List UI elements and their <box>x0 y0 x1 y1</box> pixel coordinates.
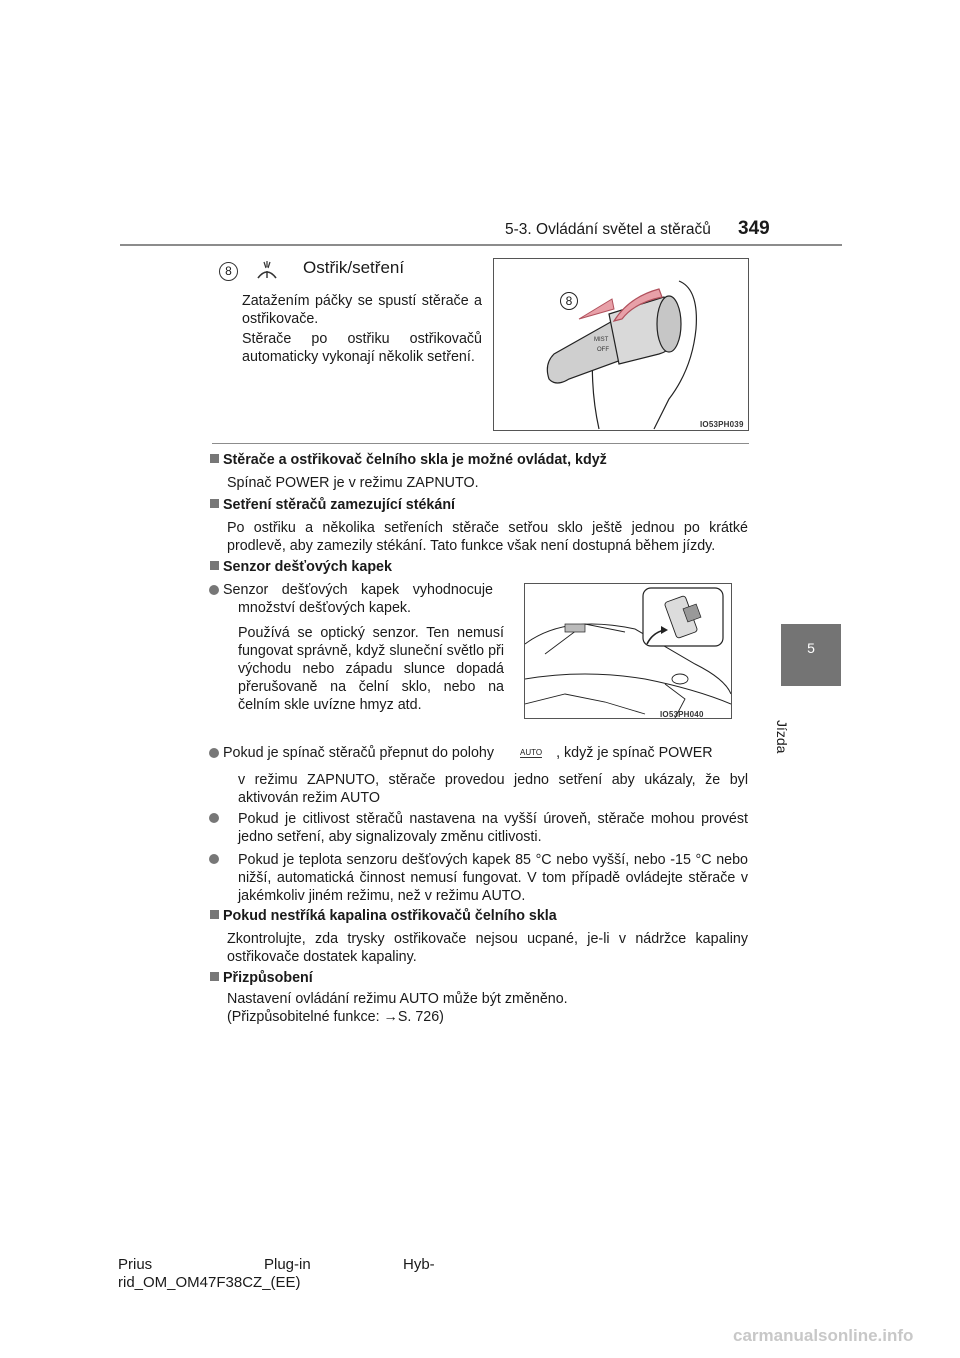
square-bullet-icon <box>210 972 219 981</box>
bullet-item <box>209 582 493 598</box>
heading-text: Přizpůsobení <box>223 970 313 986</box>
lever-illustration <box>493 258 749 431</box>
bullet-text: Senzor dešťových kapek vyhodnocuje <box>223 582 493 598</box>
section-heading <box>210 908 557 924</box>
footer-word: Prius <box>118 1256 153 1273</box>
section-heading <box>210 452 607 468</box>
section-heading <box>210 970 313 986</box>
round-bullet-icon <box>209 813 219 823</box>
section-text: Spínač POWER je v režimu ZAPNUTO. <box>227 475 479 491</box>
round-bullet-icon <box>209 585 219 595</box>
figure-badge: 8 <box>560 292 578 310</box>
footer-line-2: rid_OM_OM47F38CZ_(EE) <box>118 1274 301 1291</box>
bullet-paragraph: Používá se optický senzor. Ten nemusí fungovat správně, když sluneční světlo při východu nebo západu slunce dopadá přerušovaně na čelní sklo, nebo na čelním skle uvízne hmyz atd. <box>238 625 504 713</box>
bullet-item <box>209 851 223 867</box>
section-title: 5-3. Ovládání světel a stěračů <box>505 221 711 238</box>
washer-spray-icon <box>255 258 279 282</box>
watermark[interactable]: carmanualsonline.info <box>733 1326 914 1345</box>
svg-text:OFF: OFF <box>597 347 609 353</box>
item-text-1: Zatažením páčky se spustí stěrače a ostřikovače. <box>242 293 482 327</box>
heading-text: Pokud nestříká kapalina ostřikovačů čelního skla <box>223 908 557 924</box>
auto-mode-icon: AUTO <box>520 748 543 757</box>
separator <box>212 443 749 444</box>
svg-text:MIST: MIST <box>594 337 609 343</box>
bullet-item <box>209 745 749 761</box>
heading-text: Stěrače a ostřikovač čelního skla je možné ovládat, když <box>223 452 607 468</box>
header-rule <box>120 244 842 246</box>
section-text: Nastavení ovládání režimu AUTO může být změněno. <box>227 991 568 1007</box>
chapter-number: 5 <box>807 640 815 656</box>
item-title: Ostřik/setření <box>303 258 405 277</box>
square-bullet-icon <box>210 499 219 508</box>
cross-reference: (Přizpůsobitelné funkce: →S. 726) <box>227 1009 444 1025</box>
page-number: 349 <box>738 218 770 239</box>
heading-text: Setření stěračů zamezující stékání <box>223 497 456 513</box>
round-bullet-icon <box>209 748 219 758</box>
footer-word: Plug-in <box>264 1256 311 1273</box>
square-bullet-icon <box>210 454 219 463</box>
section-text: Po ostřiku a několika setřeních stěrače setřou sklo ještě jednou po krátké prodlevě, aby zamezily stékání. Tato funkce však není dostupná během jízdy. <box>227 520 748 554</box>
bullet-text: Pokud je spínač stěračů přepnut do polohy <box>223 745 495 761</box>
bullet-text-cont: množství dešťových kapek. <box>238 600 412 616</box>
section-heading <box>210 559 392 575</box>
figure-code: IO53PH039 <box>700 420 744 429</box>
bullet-text: , když je spínač POWER <box>556 745 713 761</box>
square-bullet-icon <box>210 910 219 919</box>
bullet-text: Pokud je teplota senzoru dešťových kapek 85 °C nebo vyšší, nebo -15 °C nebo nižší, automatická činnost nemusí fungovat. V tom případě ovládejte stěrače v jakémkoliv jiném režimu, než v režimu AUTO. <box>238 852 748 904</box>
rain-sensor-illustration <box>524 583 732 719</box>
bullet-text: Pokud je citlivost stěračů nastavena na vyšší úroveň, stěrače mohou provést jedno setření, aby signalizovaly změnu citlivosti. <box>238 811 748 845</box>
item-text-2: Stěrače po ostřiku ostřikovačů automaticky vykonají několik setření. <box>242 331 482 365</box>
item-number-badge: 8 <box>219 262 238 281</box>
section-heading <box>210 497 455 513</box>
footer-word: Hyb- <box>403 1256 435 1273</box>
heading-text: Senzor dešťových kapek <box>223 559 392 575</box>
round-bullet-icon <box>209 854 219 864</box>
bullet-text-cont: v režimu ZAPNUTO, stěrače provedou jedno setření aby ukázaly, že byl aktivován režim AUTO <box>238 772 748 806</box>
chapter-label: Jízda <box>774 720 790 754</box>
figure-code: IO53PH040 <box>660 710 704 719</box>
square-bullet-icon <box>210 561 219 570</box>
section-text: Zkontrolujte, zda trysky ostřikovače nejsou ucpané, je-li v nádržce kapaliny ostřikovače dostatek kapaliny. <box>227 931 748 965</box>
footer-line-1 <box>118 1256 152 1273</box>
